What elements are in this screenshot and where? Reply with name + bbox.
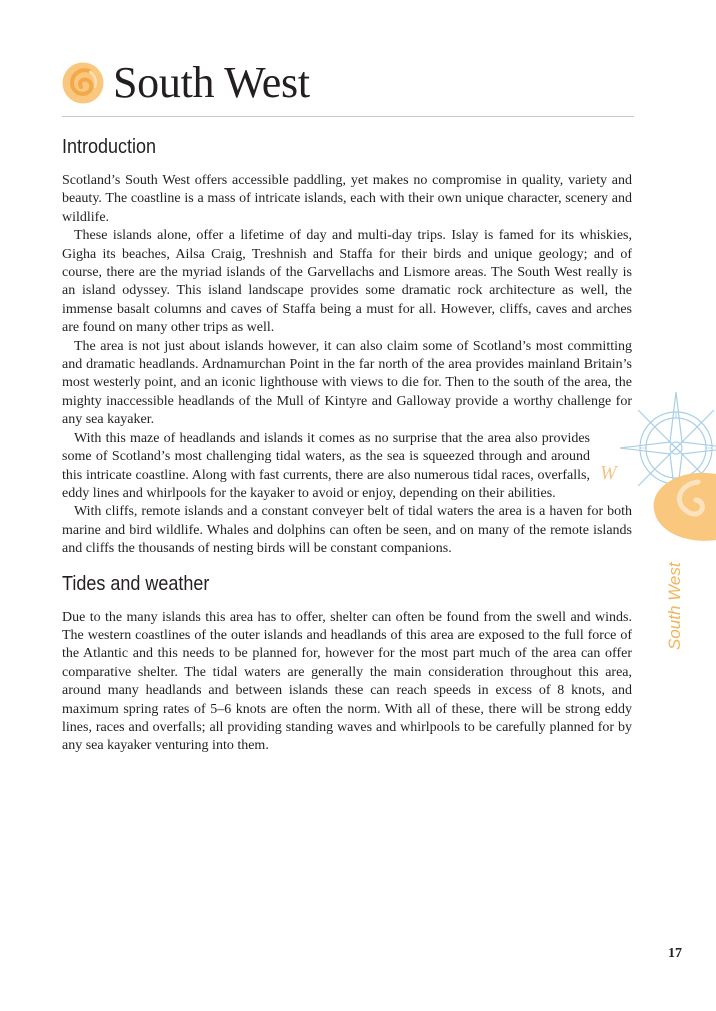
section-side-label: South West	[665, 562, 684, 650]
intro-paragraph-5: With cliffs, remote islands and a constant conveyer belt of tidal waters the area is a haven for both marine and bird wildlife. Whales and dolphins can often be seen, and on many of the remote islands and cliffs the thousands of nesting birds will be constant companions.	[62, 504, 632, 557]
section-heading-introduction: Introduction	[62, 136, 157, 158]
section-heading-tides-weather: Tides and weather	[62, 572, 210, 595]
page-number: 17	[668, 946, 682, 961]
intro-paragraph-1: Scotland’s South West offers accessible paddling, yet makes no compromise in quality, variety and beauty. The coastline is a mass of intricate islands, each with their own unique character, scenery and wildlife.	[62, 173, 632, 225]
main-content	[62, 133, 632, 756]
intro-paragraph-2: These islands alone, offer a lifetime of day and multi-day trips. Islay is famed for its whiskies, Gigha its beaches, Ailsa Craig, Treshnish and Staffa for their birds and unique geology; and of course, there are the myriad islands of the Garvellachs and Lismore areas. The South West really is an island odyssey. This island landscape provides some dramatic rock architecture as well, the immense basalt columns and caves of Staffa being a must for all. However, cliffs, caves and arches are found on many other trips as well.	[62, 228, 632, 336]
title-divider	[62, 116, 634, 117]
page-title: South West	[113, 58, 310, 107]
intro-paragraph-4: With this maze of headlands and islands it comes as no surprise that the area also provides some of Scotland’s most challenging tidal waters, as the sea is squeezed through and around this intricate coastline. Along with fast currents, there are also numerous tidal races, overfalls, eddy lines and whirlpools for the kayaker to avoid or enjoy, depending on their abilities.	[62, 430, 590, 501]
tides-paragraph-1: Due to the many islands this area has to offer, shelter can often be found from the swell and winds. The western coastlines of the outer islands and headlands of this area are exposed to the full force of the Atlantic and this needs to be planned for, however for the most part much of the area can offer comparative shelter. The tidal waters are generally the main consideration throughout this area, around many headlands and between islands these can reach speeds in excess of 8 knots, and maximum spring rates of 5–6 knots are often the norm. With all of these, there will be strong eddy lines, races and overfalls; all providing standing waves and whirlpools to be carefully planned for by any sea kayaker venturing into them.	[62, 609, 632, 754]
title-row	[62, 56, 310, 110]
intro-paragraph-3: The area is not just about islands however, it can also claim some of Scotland’s most committing and dramatic headlands. Ardnamurchan Point in the far north of the area provides mainland Britain’s most westerly point, and an iconic lighthouse with views to die for. Then to the south of the area, the mighty inaccessible headlands of the Mull of Kintyre and Galloway provide a worthy challenge for any sea kayaker.	[62, 338, 632, 428]
compass-letter: W	[600, 462, 617, 484]
region-swirl-icon	[62, 62, 104, 104]
